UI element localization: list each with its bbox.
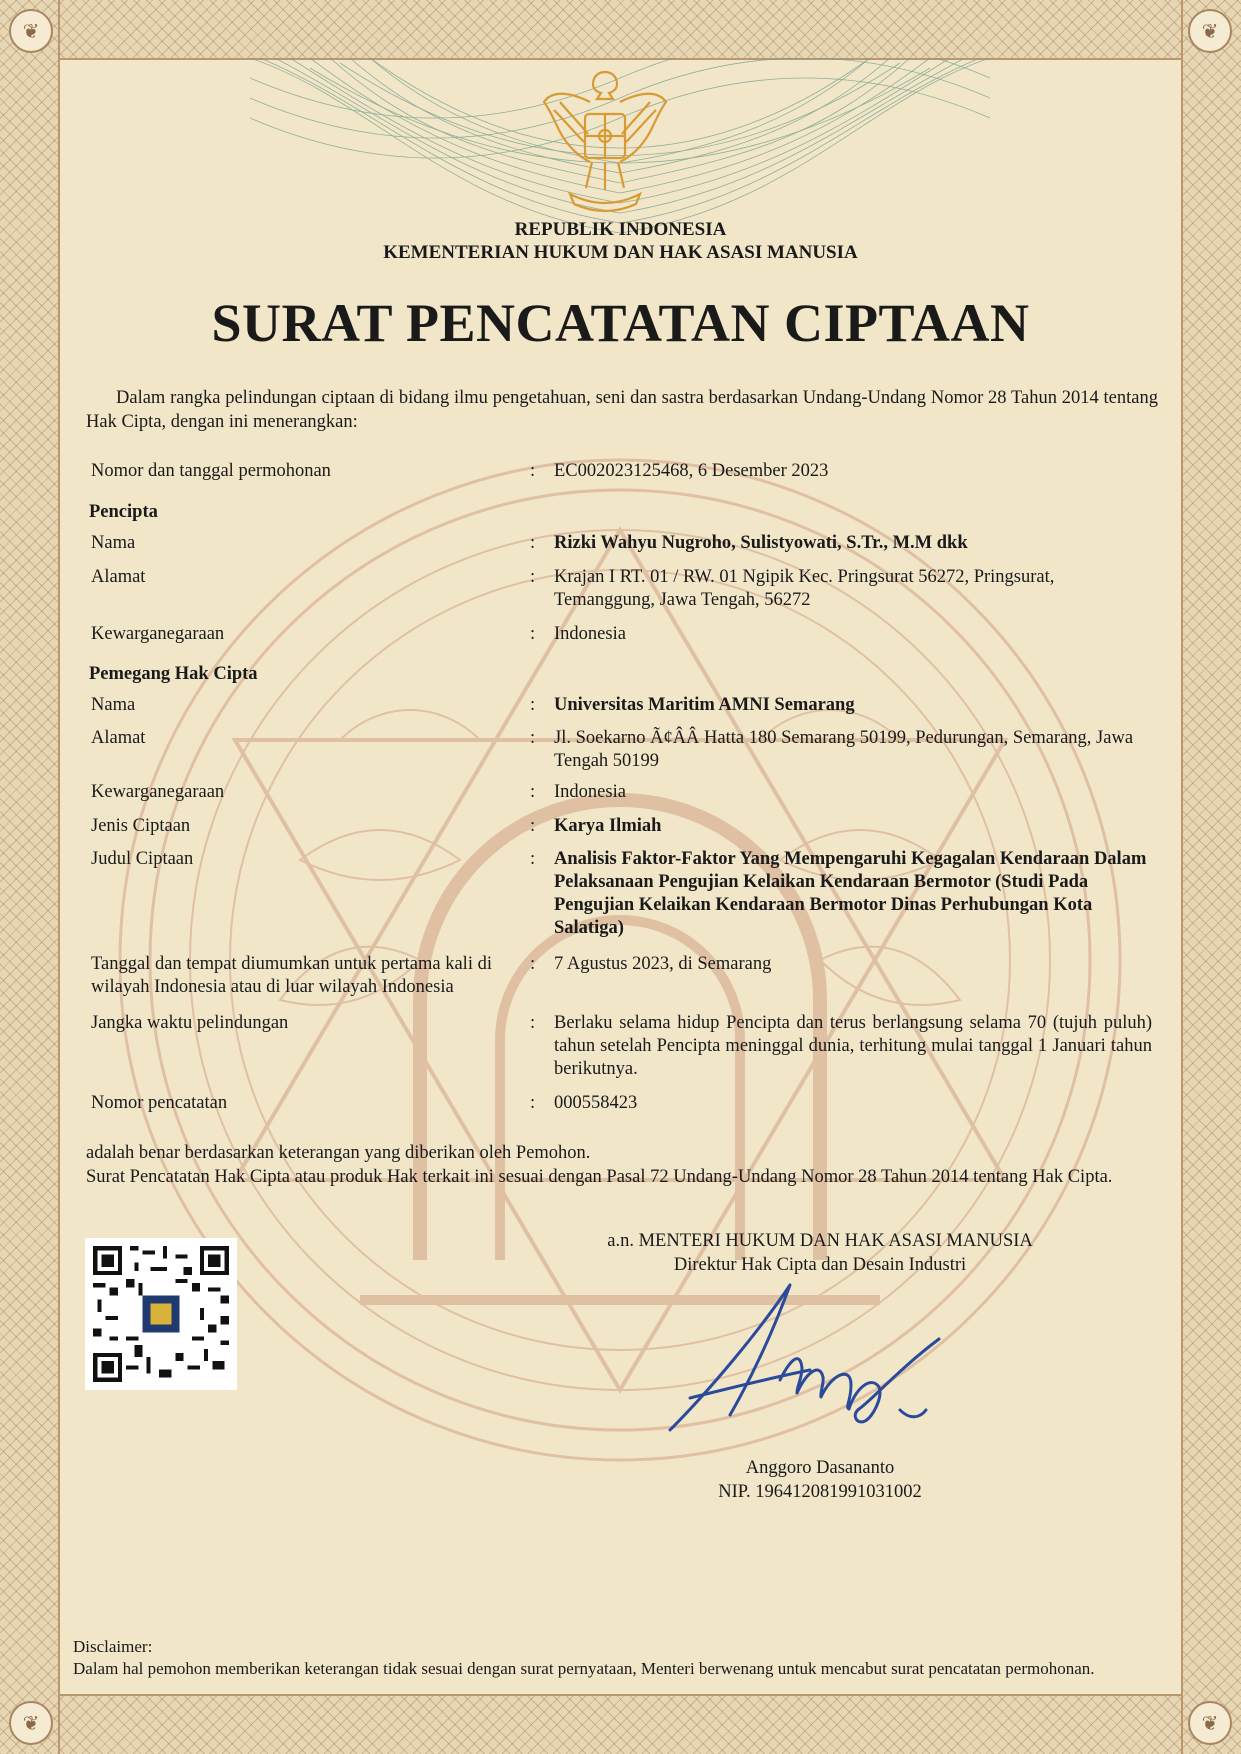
country-name: REPUBLIK INDONESIA bbox=[514, 219, 727, 240]
holder-address-label: Alamat bbox=[91, 728, 146, 748]
holder-name-label: Nama bbox=[91, 695, 136, 715]
corner-ornament-icon: ❦ bbox=[9, 9, 53, 53]
disclaimer-text: Dalam hal pemohon memberikan keterangan tidak sesuai dengan surat pernyataan, Menteri berwenang untuk mencabut surat pencatatan permohonan. bbox=[73, 1659, 1095, 1678]
disclaimer bbox=[73, 1636, 1183, 1680]
work-type-label: Jenis Ciptaan bbox=[91, 816, 191, 836]
colon: : bbox=[530, 782, 536, 802]
application-label: Nomor dan tanggal permohonan bbox=[91, 461, 331, 481]
publication-value: 7 Agustus 2023, di Semarang bbox=[554, 954, 772, 974]
creator-address: Krajan I RT. 01 / RW. 01 Ngipik Kec. Pringsurat 56272, Pringsurat, Temanggung, Jawa Tengah, 56272 bbox=[554, 567, 1055, 610]
on-behalf-line: a.n. MENTERI HUKUM DAN HAK ASASI MANUSIA bbox=[607, 1231, 1033, 1251]
colon: : bbox=[530, 728, 536, 748]
colon: : bbox=[530, 1013, 536, 1033]
colon: : bbox=[530, 624, 536, 644]
ministry-name: KEMENTERIAN HUKUM DAN HAK ASASI MANUSIA bbox=[383, 242, 858, 263]
corner-ornament-icon: ❦ bbox=[1188, 1701, 1232, 1745]
intro-paragraph: Dalam rangka pelindungan ciptaan di bidang ilmu pengetahuan, seni dan sastra berdasarkan Undang-Undang Nomor 28 Tahun 2014 tentang Hak Cipta, dengan ini menerangkan: bbox=[86, 388, 1158, 432]
closing-line-2: Surat Pencatatan Hak Cipta atau produk Hak terkait ini sesuai dengan Pasal 72 Undang-Undang Nomor 28 Tahun 2014 tentang Hak Cipta. bbox=[86, 1167, 1113, 1187]
creator-address-label: Alamat bbox=[91, 567, 146, 587]
border-top bbox=[0, 0, 1241, 60]
colon: : bbox=[530, 1093, 536, 1113]
signatory-nip: NIP. 196412081991031002 bbox=[718, 1482, 922, 1502]
holder-name: Universitas Maritim AMNI Semarang bbox=[554, 695, 855, 715]
creator-citizenship-label: Kewarganegaraan bbox=[91, 624, 225, 644]
garuda-emblem bbox=[540, 62, 670, 222]
colon: : bbox=[530, 533, 536, 553]
protection-label: Jangka waktu pelindungan bbox=[91, 1013, 289, 1033]
application-value: EC002023125468, 6 Desember 2023 bbox=[554, 461, 829, 481]
page-title: SURAT PENCATATAN CIPTAAN bbox=[211, 293, 1030, 353]
publication-label: Tanggal dan tempat diumumkan untuk pertama kali di wilayah Indonesia atau di luar wilayah Indonesia bbox=[91, 954, 492, 997]
work-title-label: Judul Ciptaan bbox=[91, 849, 194, 869]
holder-address: Jl. Soekarno Ã¢ÂÂ Hatta 180 Semarang 50199, Pedurungan, Semarang, Jawa Tengah 50199 bbox=[554, 728, 1134, 771]
holder-heading: Pemegang Hak Cipta bbox=[89, 664, 258, 684]
corner-ornament-icon: ❦ bbox=[9, 1701, 53, 1745]
signatory-footer bbox=[560, 1456, 1080, 1504]
creator-heading: Pencipta bbox=[89, 502, 158, 522]
colon: : bbox=[530, 849, 536, 869]
colon: : bbox=[530, 816, 536, 836]
colon: : bbox=[530, 567, 536, 587]
creator-name-label: Nama bbox=[91, 533, 136, 553]
holder-citizenship: Indonesia bbox=[554, 782, 626, 802]
border-bottom bbox=[0, 1694, 1241, 1754]
signatory-name: Anggoro Dasananto bbox=[745, 1458, 895, 1478]
signatory-header bbox=[560, 1229, 1080, 1277]
creator-name: Rizki Wahyu Nugroho, Sulistyowati, S.Tr., M.M dkk bbox=[554, 533, 968, 553]
closing-statement bbox=[86, 1141, 1158, 1189]
record-number-label: Nomor pencatatan bbox=[91, 1093, 228, 1113]
creator-citizenship: Indonesia bbox=[554, 624, 626, 644]
record-number: 000558423 bbox=[554, 1093, 638, 1113]
work-title: Analisis Faktor-Faktor Yang Mempengaruhi Kegagalan Kendaraan Dalam Pelaksanaan Pengujian Kelaikan Kendaraan Bermotor (Studi Pada Pengujian Kelaikan Kendaraan Bermotor Dinas Perhubungan Kota Salatiga) bbox=[554, 849, 1147, 938]
handwritten-signature bbox=[650, 1280, 990, 1440]
colon: : bbox=[530, 695, 536, 715]
protection-value: Berlaku selama hidup Pencipta dan terus berlangsung selama 70 (tujuh puluh) tahun setelah Pencipta meninggal dunia, terhitung mulai tanggal 1 Januari tahun berikutnya. bbox=[554, 1013, 1152, 1079]
colon: : bbox=[530, 954, 536, 974]
signatory-position: Direktur Hak Cipta dan Desain Industri bbox=[673, 1255, 967, 1275]
holder-citizenship-label: Kewarganegaraan bbox=[91, 782, 225, 802]
corner-ornament-icon: ❦ bbox=[1188, 9, 1232, 53]
work-type: Karya Ilmiah bbox=[554, 816, 662, 836]
colon: : bbox=[530, 461, 536, 481]
disclaimer-label: Disclaimer: bbox=[73, 1637, 153, 1656]
qr-code[interactable] bbox=[85, 1238, 237, 1390]
header bbox=[0, 218, 1241, 264]
closing-line-1: adalah benar berdasarkan keterangan yang diberikan oleh Pemohon. bbox=[86, 1143, 591, 1163]
